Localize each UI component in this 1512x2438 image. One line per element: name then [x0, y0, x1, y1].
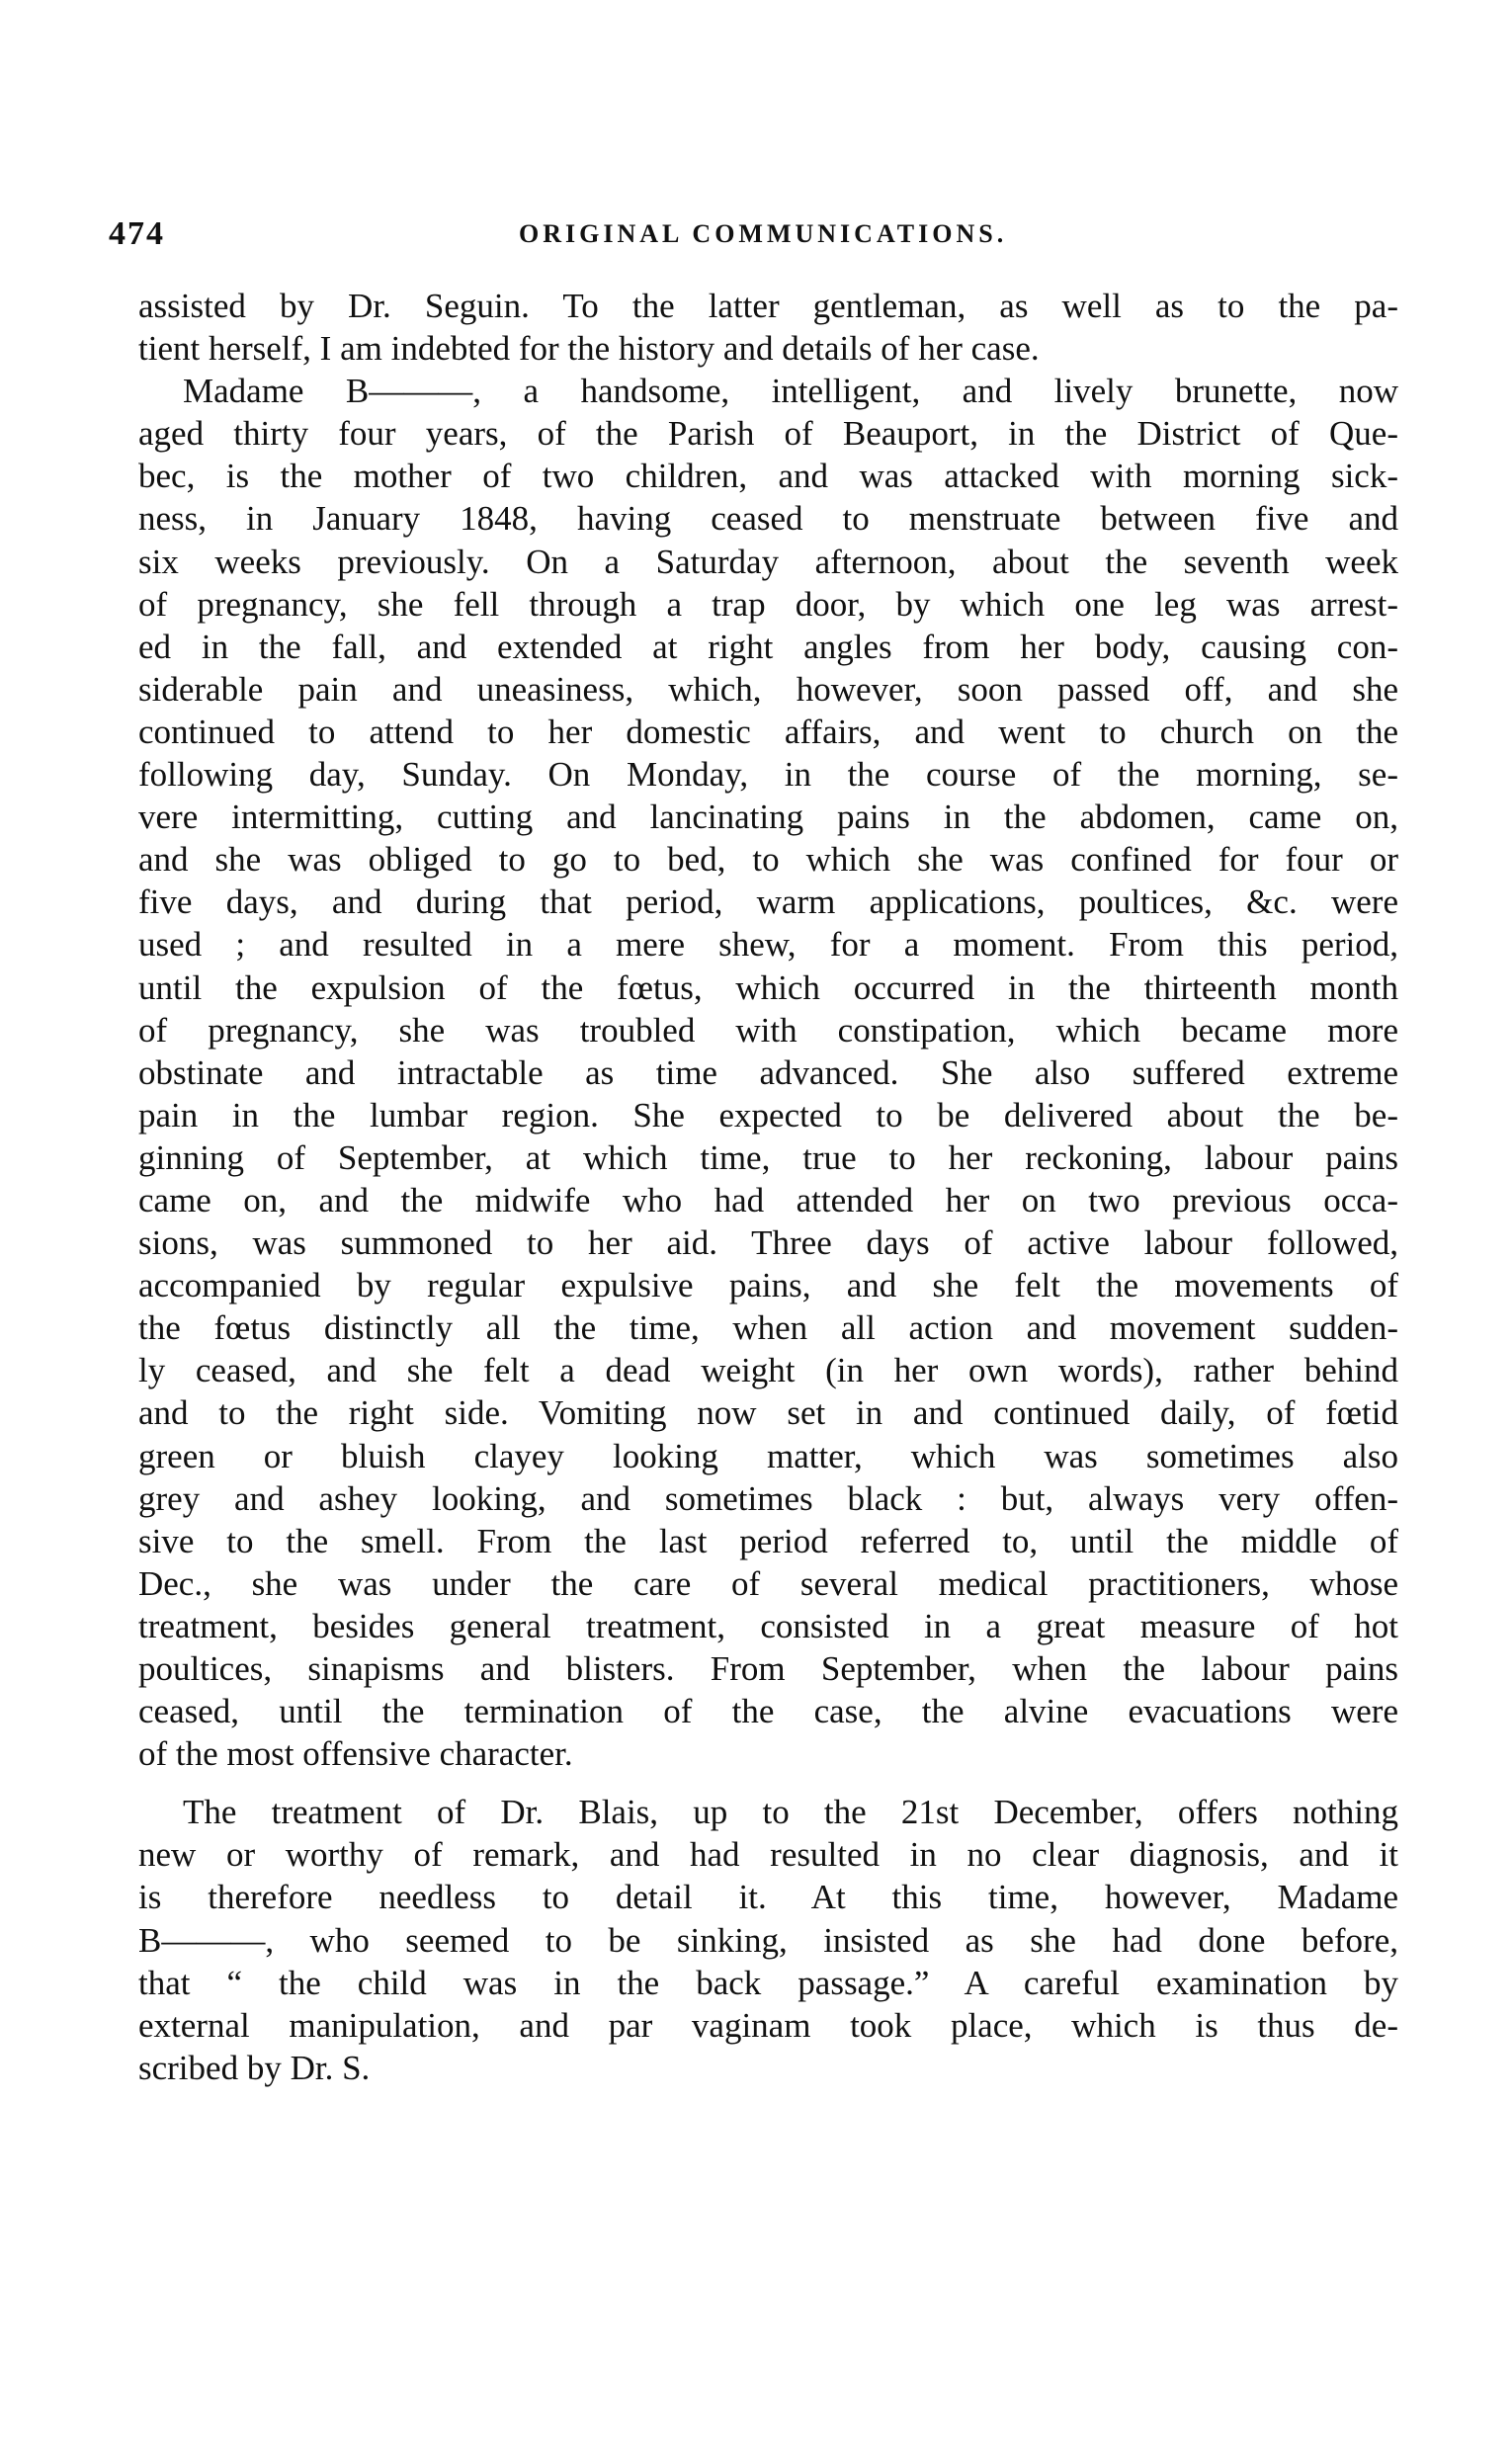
text-line: came on, and the midwife who had attended her on two previous occa-	[138, 1180, 1398, 1219]
text-line: assisted by Dr. Seguin. To the latter gentleman, as well as to the pa-	[138, 287, 1398, 325]
text-line: poultices, sinapisms and blisters. From September, when the labour pains	[138, 1649, 1398, 1688]
text-line: aged thirty four years, of the Parish of Beauport, in the District of Que-	[138, 414, 1398, 454]
running-head	[109, 215, 1393, 255]
text-line: of pregnancy, she was troubled with constipation, which became more	[138, 1010, 1398, 1050]
text-line: and she was obliged to go to bed, to which she was confined for four or	[138, 840, 1398, 880]
text-line: vere intermitting, cutting and lancinating pains in the abdomen, came on,	[138, 798, 1398, 837]
paragraph-gap	[138, 1775, 1398, 1791]
text-line: ly ceased, and she felt a dead weight (in her own words), rather behind	[138, 1351, 1398, 1390]
text-line: ness, in January 1848, having ceased to menstruate between five and	[138, 499, 1398, 539]
text-line: grey and ashey looking, and sometimes black : but, always very offen-	[138, 1478, 1398, 1518]
text-line: accompanied by regular expulsive pains, and she felt the movements of	[138, 1266, 1398, 1305]
text-line: pain in the lumbar region. She expected to be delivered about the be-	[138, 1095, 1398, 1135]
text-line: bec, is the mother of two children, and was attacked with morning sick-	[138, 457, 1398, 496]
text-line: ceased, until the termination of the case, the alvine evacuations were	[138, 1692, 1398, 1731]
text-line: siderable pain and uneasiness, which, however, soon passed off, and she	[138, 669, 1398, 709]
text-line: scribed by Dr. S.	[138, 2048, 371, 2087]
paragraph-3	[138, 1791, 1398, 2089]
text-line: is therefore needless to detail it. At this time, however, Madame	[138, 1878, 1398, 1917]
text-line: B———, who seemed to be sinking, insisted as she had done before,	[138, 1920, 1398, 1960]
text-line: sive to the smell. From the last period referred to, until the middle of	[138, 1521, 1398, 1560]
text-line: tient herself, I am indebted for the history and details of her case.	[138, 329, 1040, 369]
text-line: of the most offensive character.	[138, 1734, 573, 1774]
article-text	[138, 285, 1398, 2089]
text-line: five days, and during that period, warm applications, poultices, &c. were	[138, 883, 1398, 922]
text-line: of pregnancy, she fell through a trap door, by which one leg was arrest-	[138, 584, 1398, 624]
text-line: following day, Sunday. On Monday, in the course of the morning, se-	[138, 755, 1398, 795]
text-line: obstinate and intractable as time advanced. She also suffered extreme	[138, 1052, 1398, 1092]
text-line: continued to attend to her domestic affairs, and went to church on the	[138, 712, 1398, 751]
paragraph-1	[138, 285, 1398, 370]
text-line: and to the right side. Vomiting now set in and continued daily, of fœtid	[138, 1393, 1398, 1433]
text-line: treatment, besides general treatment, consisted in a great measure of hot	[138, 1606, 1398, 1645]
text-line: Dec., she was under the care of several medical practitioners, whose	[138, 1563, 1398, 1603]
text-line: six weeks previously. On a Saturday afternoon, about the seventh week	[138, 542, 1398, 581]
text-line: the fœtus distinctly all the time, when all action and movement sudden-	[138, 1308, 1398, 1348]
text-line: until the expulsion of the fœtus, which occurred in the thirteenth month	[138, 967, 1398, 1007]
text-line: ed in the fall, and extended at right angles from her body, causing con-	[138, 627, 1398, 666]
text-line: external manipulation, and par vaginam took place, which is thus de-	[138, 2005, 1398, 2045]
text-line: The treatment of Dr. Blais, up to the 21st December, offers nothing	[183, 1793, 1398, 1832]
text-line: green or bluish clayey looking matter, which was sometimes also	[138, 1436, 1398, 1475]
text-line: Madame B———, a handsome, intelligent, and lively brunette, now	[183, 372, 1398, 411]
paragraph-2	[138, 370, 1398, 1775]
running-title: ORIGINAL COMMUNICATIONS.	[519, 219, 1008, 248]
text-line: that “ the child was in the back passage.” A careful examination by	[138, 1963, 1398, 2002]
text-line: sions, was summoned to her aid. Three days of active labour followed,	[138, 1223, 1398, 1263]
text-line: new or worthy of remark, and had resulted in no clear diagnosis, and it	[138, 1835, 1398, 1875]
text-line: used ; and resulted in a mere shew, for a moment. From this period,	[138, 925, 1398, 965]
page-number: 474	[109, 215, 165, 252]
text-line: ginning of September, at which time, true to her reckoning, labour pains	[138, 1137, 1398, 1177]
